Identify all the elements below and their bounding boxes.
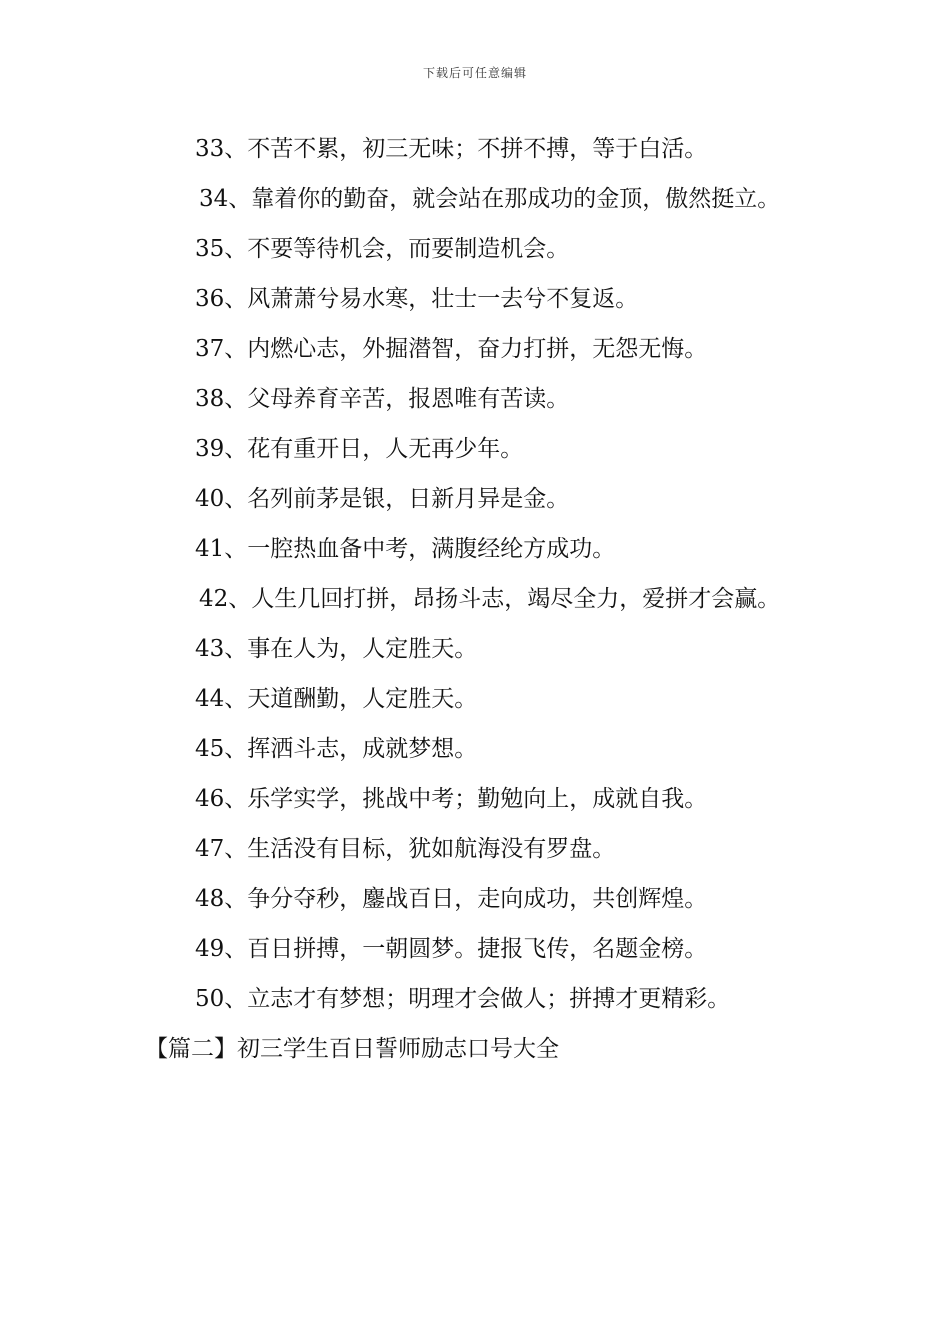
slogan-34: 34、靠着你的勤奋，就会站在那成功的金顶，傲然挺立。 <box>199 186 781 212</box>
slogan-49: 49、百日拼搏，一朝圆梦。捷报飞传，名题金榜。 <box>195 936 708 962</box>
slogan-42: 42、人生几回打拼，昂扬斗志，竭尽全力，爱拼才会赢。 <box>199 586 781 612</box>
slogan-45: 45、挥洒斗志，成就梦想。 <box>195 736 478 762</box>
slogan-41: 41、一腔热血备中考，满腹经纶方成功。 <box>195 536 616 562</box>
slogan-46: 46、乐学实学，挑战中考；勤勉向上，成就自我。 <box>195 786 708 812</box>
page-header-note: 下载后可任意编辑 <box>422 66 527 80</box>
slogan-44: 44、天道酬勤，人定胜天。 <box>195 686 478 712</box>
slogan-37: 37、内燃心志，外掘潜智，奋力打拼，无怨无悔。 <box>195 336 708 362</box>
slogan-43: 43、事在人为，人定胜天。 <box>195 636 478 662</box>
slogan-33: 33、不苦不累，初三无味；不拼不搏，等于白活。 <box>195 136 708 162</box>
slogan-35: 35、不要等待机会，而要制造机会。 <box>195 236 570 262</box>
slogan-list <box>145 124 810 1074</box>
slogan-38: 38、父母养育辛苦，报恩唯有苦读。 <box>195 386 570 412</box>
slogan-47: 47、生活没有目标，犹如航海没有罗盘。 <box>195 836 616 862</box>
slogan-39: 39、花有重开日，人无再少年。 <box>195 436 524 462</box>
slogan-48: 48、争分夺秒，鏖战百日，走向成功，共创辉煌。 <box>195 886 708 912</box>
section-title: 【篇二】初三学生百日誓师励志口号大全 <box>145 1036 559 1062</box>
slogan-50: 50、立志才有梦想；明理才会做人；拼搏才更精彩。 <box>195 986 731 1012</box>
slogan-40: 40、名列前茅是银，日新月异是金。 <box>195 486 570 512</box>
slogan-36: 36、风萧萧兮易水寒，壮士一去兮不复返。 <box>195 286 639 312</box>
